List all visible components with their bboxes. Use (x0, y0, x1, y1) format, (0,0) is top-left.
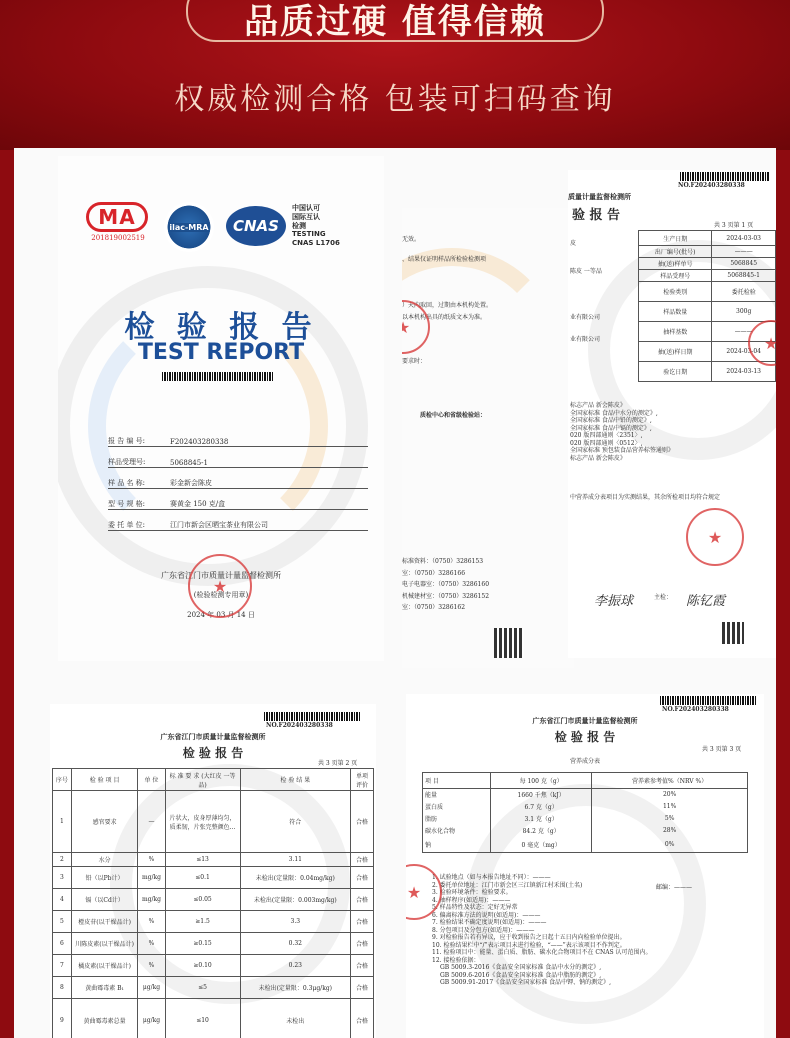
cnas-label: CNAS (233, 217, 279, 235)
table-row: 7 橘皮素(以干燥品计) % ≥0.10 0.23 合格 (53, 955, 374, 977)
table-row: 检验类别 委托检验 (639, 282, 776, 302)
report-page-1: NO.F202403280338 质量计量监督检测所 验 报 告 共 3 页第 1 页 皮 陈皮 一等品 业有限公司 业有限公司 生产日期 2024-03-03 出厂编号(批号) ——— 抽(送)样单号 5068845 样品受理号 5068845-1 检验类别 委托检验 样品数量 300g 抽样基数 ——— 抽(送)样日期 2024-03-04 验讫日期 2024-03-13 标志产品 新会陈皮》 全国家标准 食品中水分的测定》, 全国家标准 食品中铅的测定》, 全国家标准 食品中镉的测定》, 020 版四部通则〈2351〉, 020 版四部通则〈0512〉, 全国家标准 预包装食品营养标签通则》 标志产品 新会陈皮》 中营养成分表项目为实测结果，其余所检项目均符合规定 ★ ★ 李振球 主检： 陈钇霞 (568, 170, 776, 658)
ilac-label: ilac-MRA (169, 222, 209, 232)
contact-row: 标准资料：（0750）3286153 (402, 558, 484, 565)
official-seal (188, 554, 252, 618)
reports-panel (14, 148, 776, 1038)
cover-page (58, 156, 384, 661)
table-header-row: 序号 检 验 项 目 单 位 标 准 要 求 (大红皮 一等品) 检 验 结 果 单项评价 (53, 769, 374, 791)
issuer: 广东省江门市质量计量监督检测所 (161, 571, 281, 580)
contacts (402, 558, 489, 612)
table-row: 2 水分 % ≤13 3.11 合格 (53, 853, 374, 867)
contact-row: 电子电器室：（0750）3286160 (402, 581, 490, 588)
table-row: 抽(送)样日期 2024-03-04 (639, 342, 776, 362)
field-row: 报 告 编 号: F202403280338 (108, 430, 368, 447)
table-row: 生产日期 2024-03-03 (639, 231, 776, 246)
contact-row: 室：（0750）3286162 (402, 604, 466, 611)
nutrition-table (422, 772, 748, 853)
issue-date: 2024 年 03 月 14 日 (187, 611, 255, 619)
table-row: 抽(送)样单号 5068845 (639, 258, 776, 270)
cover-title-en: TEST REPORT (137, 340, 305, 365)
cnas-text: 中国认可 国际互认 检测 TESTING CNAS L1706 (292, 204, 340, 247)
qr-code (722, 622, 744, 644)
table-row: 8 黄曲霉毒素 B₁ μg/kg ≤5 未检出(定量限：0.3μg/kg) 合格 (53, 977, 374, 999)
report-page-2: NO.F202403280338 广东省江门市质量计量监督检测所 检 验 报 告 共 3 页第 2 页 序号 检 验 项 目 单 位 标 准 要 求 (大红皮 一等品) 检 验 结 果 单项评价 1 感官要求 — 片状大，皮身厚薄均匀，质柔韧，片张完整颜色... 符合 合格 2 水分 % ≤13 3.11 合格 3 铅（以Pb计） mg/kg ≤0.1 未检出(定量限：0.04mg/kg) 合格 4 镉（以Cd计） mg/kg ≤0.05 未检出(定量限：0.003mg/kg) 合格 5 橙皮苷(以干燥品计) % ≥1.5 3.3 合格 6 川陈皮素(以干燥品计) % ≥0.15 0.32 合格 7 橘皮素(以干燥品计) % ≥0.10 0.23 合格 8 黄曲霉毒素 B₁ μg/kg ≤5 未检出(定量限：0.3μg/kg) 合格 9 黄曲霉毒素总量 μg/kg ≤10 未检出 合格 (50, 704, 376, 1038)
headline: 品质过硬 值得信赖 (244, 1, 546, 42)
cma-logo: MA 201819002519 (86, 202, 150, 244)
signature: 陈钇霞 (686, 594, 726, 609)
contact-row: 室：（0750）3286166 (402, 569, 466, 577)
official-seal (686, 508, 744, 566)
seal-note: (检验检测专用章) (193, 591, 249, 599)
field-row: 委 托 单 位: 江门市新会区晒宝茶业有限公司 (108, 514, 368, 531)
table-row: 碳水化合物 84.2 克（g） 28% (423, 825, 748, 837)
table-row: 9 黄曲霉毒素总量 μg/kg ≤10 未检出 合格 (53, 999, 374, 1038)
table-row: 1 感官要求 — 片状大，皮身厚薄均匀，质柔韧，片张完整颜色... 符合 合格 (53, 791, 374, 853)
page1-barcode (680, 172, 770, 181)
table-row: 5 橙皮苷(以干燥品计) % ≥1.5 3.3 合格 (53, 911, 374, 933)
cma-code: 201819002519 (91, 234, 145, 242)
field-row: 样品受理号: 5068845-1 (108, 451, 368, 468)
field-row: 型 号 规 格: 赛黄金 150 克/盒 (108, 493, 368, 510)
headline-pill (186, 0, 604, 42)
qr-code (494, 628, 524, 658)
basis-lines: 标志产品 新会陈皮》 全国家标准 食品中水分的测定》, 全国家标准 食品中铅的测定》, 全国家标准 食品中镉的测定》, 020 版四部通则〈2351〉, 020 版四部通则〈0512〉, 全国家标准 预包装食品营养标签通则》 标志产品 新会陈皮》 (570, 402, 674, 462)
cover-fields (108, 430, 368, 531)
table-row: 能量 1660 千焦（kJ） 20% (423, 789, 748, 801)
field-row: 样 品 名 称: 彩金新会陈皮 (108, 472, 368, 489)
notes-page: 无效。 、结果仅证明样品所检验检测项 ）天内取回，过期由本机构处置。 以本机构出具的纸质文本为准。 要求时： 质检中心和省级检验站： ★ 标准资料：（0750）3286153 室：（0750）3286166 电子电器室：（0750）3286160 机械建材室：（0750）3286152 室：（0750）3286162 (402, 208, 574, 668)
report-page-3: NO.F202403280338 广东省江门市质量计量监督检测所 检 验 报 告 共 3 页第 3 页 营养成分表 项 目 每 100 克（g） 营养素参考值%（NRV %） 能量 1660 千焦（kJ） 20% 蛋白质 6.7 克（g） 11% 脂肪 3.1 克（g） 5% 碳水化合物 84.2 克（g） 28% 钠 0 毫克（mg） 0% 1. 试验地点（如与本报告地址不同）：——— 2. 委托单位地址：江门市新会区三江镇新江村禾围(土名) 3. 检验环境条件：检验要求。 4. 抽样程序(如适用)：——— 5. 样品特性及状态：定好无异常 6. 偏离标准方法的说明(如适用)：——— 7. 检验结果不确定度说明(如适用)：——— 8. 分包项目及分包方(如适用)：——— 9. 对检验报告若有异议，应于收到报告之日起十五日内向检验单位提出。 10. 检验结果栏中“/”表示项目未进行检验，“——”表示该项目不作判定。 11. 检验项目中：能量、蛋白质、脂肪、碳水化合物项目不在 CNAS 认可范围内。 12. 接检验依据： GB 5009.3-2016《食品安全国家标准 食品中水分的测定》, GB 5009.6-2016《食品安全国家标准 食品中脂肪的测定》, GB 5009.91-2017《食品安全国家标准 食品中钾、钠的测定》, 邮编：——— ★ (406, 694, 764, 1038)
table-row: 出厂编号(批号) ——— (639, 246, 776, 258)
page2-barcode (264, 712, 360, 721)
report-notes: 1. 试验地点（如与本报告地址不同）：——— 2. 委托单位地址：江门市新会区三江镇新江村禾围(土名) 3. 检验环境条件：检验要求。 4. 抽样程序(如适用)：——— 5. 样品特性及状态：定好无异常 6. 偏离标准方法的说明(如适用)：——— 7. 检验结果不确定度说明(如适用)：——— 8. 分包项目及分包方(如适用)：——— 9. 对检验报告若有异议，应于收到报告之日起十五日内向检验单位提出。 10. 检验结果栏中“/”表示项目未进行检验，“——”表示该项目不作判定。 11. 检验项目中：能量、蛋白质、脂肪、碳水化合物项目不在 CNAS 认可范围内。 12. 接检验依据： GB 5009.3-2016《食品安全国家标准 食品中水分的测定》, GB 5009.6-2016《食品安全国家标准 食品中脂肪的测定》, GB 5009.91-2017《食品安全国家标准 食品中钾、钠的测定》, (432, 874, 652, 986)
table-row: 样品数量 300g (639, 302, 776, 322)
page3-barcode (660, 696, 756, 705)
hero-banner (0, 0, 790, 150)
table-row: 钠 0 毫克（mg） 0% (423, 837, 748, 853)
table-row: 6 川陈皮素(以干燥品计) % ≥0.15 0.32 合格 (53, 933, 374, 955)
contact-row: 机械建材室：（0750）3286152 (402, 592, 490, 600)
subtitle: 权威检测合格 包装可扫码查询 (174, 82, 616, 117)
table-row: 脂肪 3.1 克（g） 5% (423, 813, 748, 825)
ilac-logo (164, 202, 214, 252)
table-row: 验讫日期 2024-03-13 (639, 362, 776, 382)
cover-title-cn: 检 验 报 告 (124, 310, 318, 345)
signature: 李振球 (594, 594, 634, 609)
table-row: 蛋白质 6.7 克（g） 11% (423, 801, 748, 813)
table-header-row: 项 目 每 100 克（g） 营养素参考值%（NRV %） (423, 773, 748, 789)
table-row: 3 铅（以Pb计） mg/kg ≤0.1 未检出(定量限：0.04mg/kg) 合格 (53, 867, 374, 889)
table-row: 样品受理号 5068845-1 (639, 270, 776, 282)
cnas-logo (226, 206, 286, 246)
table-row: 抽样基数 ——— (639, 322, 776, 342)
cover-barcode (162, 372, 274, 381)
table-row: 4 镉（以Cd计） mg/kg ≤0.05 未检出(定量限：0.003mg/kg) 合格 (53, 889, 374, 911)
page2-table (52, 768, 374, 1038)
